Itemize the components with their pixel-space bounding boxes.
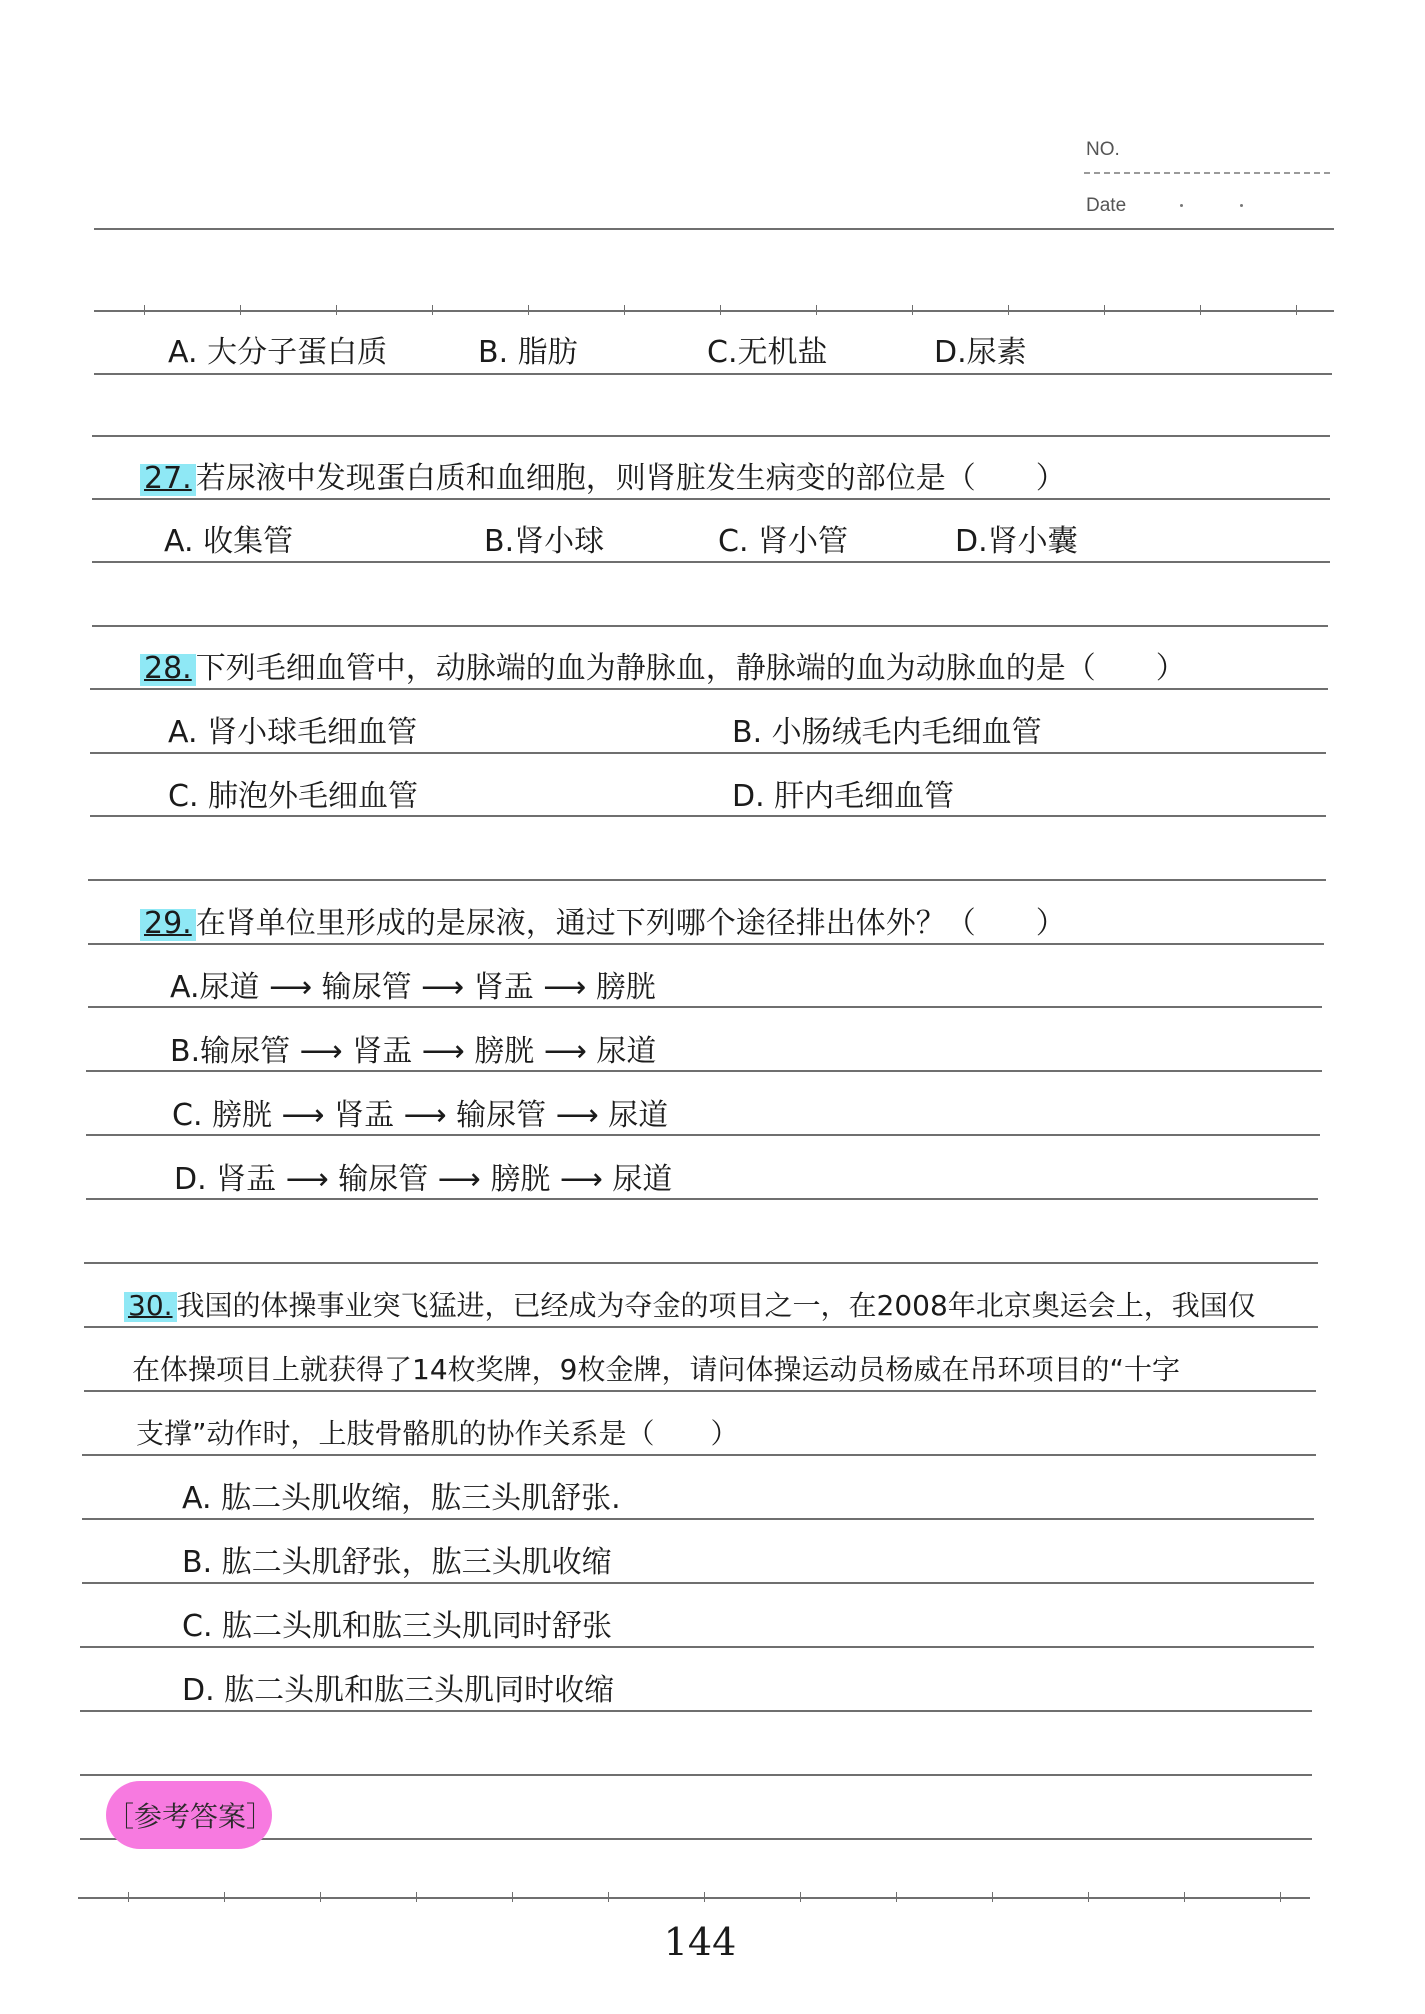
date-dot <box>1240 204 1243 207</box>
ruled-line <box>92 498 1330 500</box>
ruled-line <box>80 1710 1312 1712</box>
ruled-line <box>80 1646 1314 1648</box>
ruled-line <box>94 373 1332 375</box>
ruled-line <box>94 228 1334 230</box>
q28-option-c: C. 肺泡外毛细血管 <box>168 779 419 814</box>
q27-option-c: C. 肾小管 <box>718 524 849 559</box>
q27-option-b: B.肾小球 <box>484 524 605 559</box>
ruled-line <box>92 561 1330 563</box>
q30-stem-line-1 <box>124 1289 1256 1322</box>
q26-option-c: C.无机盐 <box>707 335 828 370</box>
q26-option-d: D.尿素 <box>934 335 1027 370</box>
q28-option-b: B. 小肠绒毛内毛细血管 <box>732 715 1042 750</box>
q30-option-d: D. 肱二头肌和肱三头肌同时收缩 <box>182 1673 615 1708</box>
bottom-margin-ticks <box>78 1892 1310 1902</box>
ruled-line <box>80 1774 1312 1776</box>
ruled-line <box>82 1518 1314 1520</box>
answer-key-badge <box>106 1781 275 1849</box>
q29-stem: 在肾单位里形成的是尿液，通过下列哪个途径排出体外？（ ） <box>195 906 1066 941</box>
q29-option-d: D. 肾盂 ⟶ 输尿管 ⟶ 膀胱 ⟶ 尿道 <box>174 1162 673 1197</box>
q27-option-a: A. 收集管 <box>164 524 294 559</box>
ruled-line <box>86 1134 1320 1136</box>
ruled-line <box>90 815 1326 817</box>
ruled-line <box>84 1390 1316 1392</box>
ruled-line <box>82 1582 1314 1584</box>
q26-option-b: B. 脂肪 <box>478 335 578 370</box>
q27-stem-line <box>140 461 1066 496</box>
header-dashed-rule <box>1084 172 1330 174</box>
ruled-line <box>88 943 1324 945</box>
q29-number: 29. <box>140 909 196 941</box>
q30-option-b: B. 肱二头肌舒张，肱三头肌收缩 <box>182 1545 612 1580</box>
date-label: Date <box>1086 195 1127 216</box>
q28-number: 28. <box>140 654 196 686</box>
q30-option-c: C. 肱二头肌和肱三头肌同时舒张 <box>182 1609 613 1644</box>
ruled-line <box>84 1262 1318 1264</box>
q28-stem: 下列毛细血管中，动脉端的血为静脉血，静脉端的血为动脉血的是（ ） <box>195 651 1186 686</box>
q29-option-c: C. 膀胱 ⟶ 肾盂 ⟶ 输尿管 ⟶ 尿道 <box>172 1098 669 1133</box>
date-dot <box>1180 204 1183 207</box>
q28-option-a: A. 肾小球毛细血管 <box>168 715 418 750</box>
q28-option-d: D. 肝内毛细血管 <box>732 779 955 814</box>
q30-stem-1: 我国的体操事业突飞猛进，已经成为夺金的项目之一，在2008年北京奥运会上，我国仅 <box>176 1289 1256 1322</box>
q27-stem: 若尿液中发现蛋白质和血细胞，则肾脏发生病变的部位是（ ） <box>195 461 1066 496</box>
ruled-line <box>86 1198 1318 1200</box>
ruled-line <box>92 625 1328 627</box>
ruled-line <box>80 1838 1312 1840</box>
ruled-line <box>90 752 1326 754</box>
q30-option-a: A. 肱二头肌收缩，肱三头肌舒张. <box>182 1481 621 1516</box>
ruled-line <box>82 1454 1316 1456</box>
q28-stem-line <box>140 651 1186 686</box>
no-label: NO. <box>1086 139 1120 160</box>
top-margin-ticks <box>94 305 1334 315</box>
ruled-line <box>84 1326 1318 1328</box>
ruled-line <box>88 879 1326 881</box>
q27-number: 27. <box>140 464 196 496</box>
q27-option-d: D.肾小囊 <box>955 524 1078 559</box>
q26-option-a: A. 大分子蛋白质 <box>168 335 388 370</box>
q30-number: 30. <box>124 1292 177 1322</box>
q29-option-b: B.输尿管 ⟶ 肾盂 ⟶ 膀胱 ⟶ 尿道 <box>170 1034 657 1069</box>
ruled-line <box>86 1070 1322 1072</box>
page-number: 144 <box>663 1920 737 1964</box>
ruled-line <box>90 688 1328 690</box>
ruled-line <box>88 1006 1322 1008</box>
ruled-line <box>92 435 1330 437</box>
q30-stem-line-2: 在体操项目上就获得了14枚奖牌，9枚金牌，请问体操运动员杨威在吊环项目的“十字 <box>132 1353 1180 1386</box>
q29-option-a: A.尿道 ⟶ 输尿管 ⟶ 肾盂 ⟶ 膀胱 <box>170 970 656 1005</box>
q30-stem-line-3: 支撑”动作时，上肢骨骼肌的协作关系是（ ） <box>136 1417 739 1450</box>
q29-stem-line <box>140 906 1066 941</box>
answer-key-label: ［参考答案］ <box>106 1800 275 1833</box>
